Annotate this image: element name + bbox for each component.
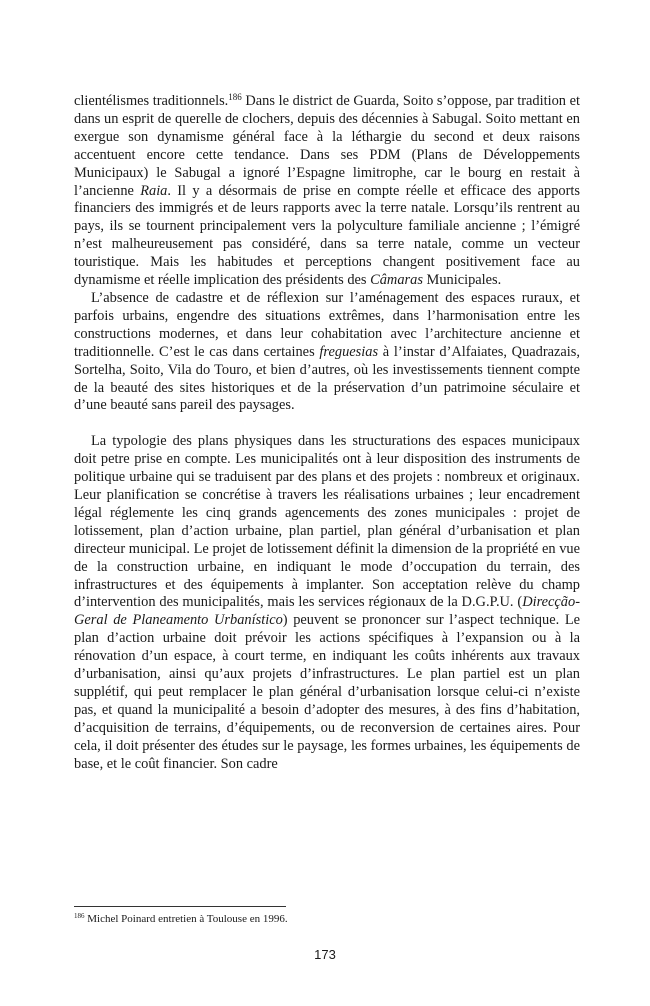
paragraph-3-text-a: La typologie des plans physiques dans les structurations des espaces municipaux doit petre prise en compte. Les municipalités ont à leur disposition des instruments de politique urbaine qui se traduisent par des plans et des projets : nombreux et originaux. Leur planification se concrétise à travers les réalisations urbaines ; leur encadrement légal réglemente les cinq grands agencements des zones municipales : projet de lotissement, plan d’action urbaine, plan partiel, plan général d’urbanisation et plan directeur municipal. Le projet de lotissement définit la dimension de la propriété en vue de la construction urbaine, en indiquant le mode d’occupation du terrain, des infrastructures et des équipements à implanter. Son acceptation relève du champ d’intervention des municipalités, mais les services régionaux de la D.G.P.U. ( (74, 433, 580, 611)
footnote-text: Michel Poinard entretien à Toulouse en 1996. (84, 913, 288, 925)
italic-term-freguesias: freguesias (319, 343, 379, 360)
paragraph-3 (74, 433, 580, 773)
paragraph-2-text-a: L’absence de cadastre et de réflexion sur l’aménagement des espaces ruraux, et parfois urbains, engendre des situations extrêmes, dans l’harmonisation entre les constructions modernes, et dans leur cohabitation avec l’architecture ancienne et traditionnelle. C’est le cas dans certaines (74, 289, 580, 360)
footnote-186 (74, 913, 580, 926)
italic-term-camaras: Câmaras (370, 272, 423, 289)
page-body (74, 93, 580, 774)
italic-term-raia: Raia (140, 182, 168, 199)
paragraph-1-text-a: clientélismes traditionnels. (74, 93, 229, 109)
paragraph-1 (74, 93, 580, 290)
paragraph-1-text-d: Municipales. (422, 272, 502, 289)
paragraph-1-text-c: . Il y a désormais de prise en compte réelle et efficace des apports financiers des immigrés et de leurs rapports avec la terre natale. Lorsqu’ils rentrent au pays, ils se tournent principalement vers la polyculture familiale ancienne ; l’émigré n’est malheureusement pas considéré, dans sa terre natale, comme un vecteur touristique. Mais les habitudes et perceptions changent positivement face au dynamisme et réelle implication des présidents des (74, 182, 580, 289)
paragraph-1-text-b: Dans le district de Guarda, Soito s’oppose, par tradition et dans un esprit de querelle de clochers, depuis des décennies à Sabugal. Soito mettant en exergue son dynamisme général face à la léthargie du second et deux raisons accentuent encore cette tendance. Dans ses PDM (Plans de Développements Municipaux) le Sabugal a ignoré l’Espagne limitrophe, car le bourg en restait à l’ancienne (74, 93, 580, 199)
footnote-number: 186 (74, 912, 85, 920)
footnote-separator (74, 906, 286, 907)
paragraph-2 (74, 290, 580, 415)
paragraph-2-text-b: à l’instar d’Alfaiates, Quadrazais, Sortelha, Soito, Vila do Touro, et bien d’autres, où les investissements tiennent compte de la beauté des sites historiques et de la préservation d’un patrimoine séculaire et d’une beauté sans pareil des paysages. (74, 343, 581, 414)
page-number: 173 (314, 947, 336, 962)
paragraph-3-text-b: ) peuvent se prononcer sur l’aspect technique. Le plan d’action urbaine doit prévoir les actions spécifiques à l’expansion ou à la rénovation d’un espace, à court terme, en indiquant les coûts inhérents aux travaux d’urbanisation, ainsi qu’aux projets d’infrastructures. Le plan partiel est un plan supplétif, qui peut remplacer le plan général d’urbanisation lorsque celui-ci n’existe pas, et quand la municipalité a besoin d’adopter des mesures, à des fins d’habitation, d’acquisition de terrains, d’équipements, ou de reconversion de certaines aires. Pour cela, il doit présenter des études sur le paysage, les formes urbaines, les équipements de base, et le coût financier. Son cadre (74, 612, 580, 772)
italic-term-dgpu: Direcção-Geral de Planeamento Urbanístico (74, 594, 580, 629)
footnote-reference-186[interactable]: 186 (228, 92, 242, 102)
